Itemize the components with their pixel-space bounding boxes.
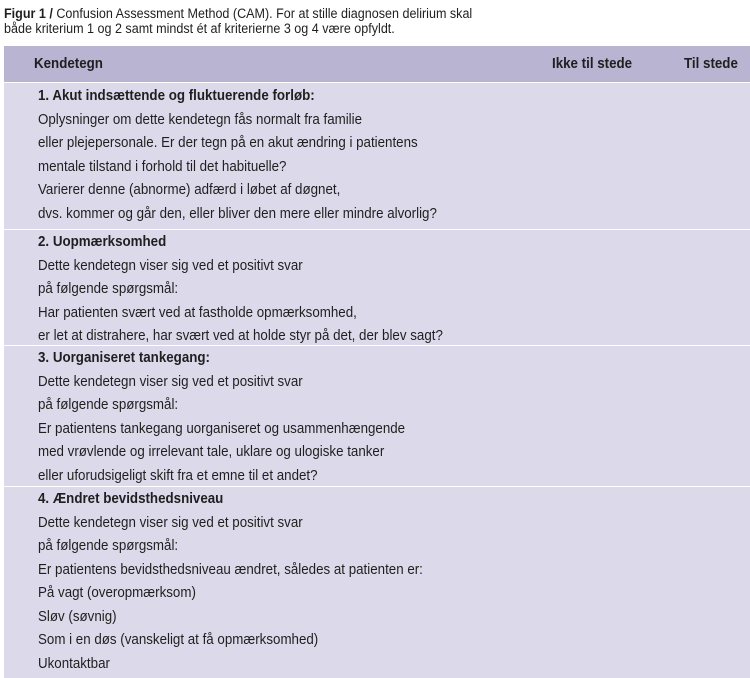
caption-text-2: både kriterium 1 og 2 samt mindst ét af kriterierne 3 og 4 være opfyldt. [4, 21, 395, 36]
section-line: på følgende spørgsmål: [38, 397, 179, 413]
section-title: 1. Akut indsættende og fluktuerende forløb: [38, 88, 315, 104]
section-line: Som i en døs (vanskeligt at få opmærksomhed) [38, 632, 319, 648]
figure-caption [4, 6, 692, 36]
section-title: 3. Uorganiseret tankegang: [38, 350, 210, 366]
section-line: er let at distrahere, har svært ved at holde styr på det, der blev sagt? [38, 328, 443, 344]
section-line: mentale tilstand i forhold til det habituelle? [38, 158, 287, 175]
section-criterion-3 [4, 345, 750, 486]
section-title: 4. Ændret bevidsthedsniveau [38, 491, 224, 507]
caption-line-1 [4, 6, 692, 21]
section-line: Varierer denne (abnorme) adfærd i løbet af døgnet, [38, 182, 341, 198]
figure-label: Figur 1 / [4, 6, 53, 21]
section-line: Dette kendetegn viser sig ved et positivt svar [38, 514, 303, 531]
section-line: På vagt (overopmærksom) [38, 585, 196, 601]
section-line: eller plejepersonale. Er der tegn på en akut ændring i patientens [38, 135, 418, 151]
section-line: Er patientens bevidsthedsniveau ændret, således at patienten er: [38, 561, 423, 578]
section-line: med vrøvlende og irrelevant tale, uklare og ulogiske tanker [38, 444, 385, 460]
section-line: Sløv (søvnig) [38, 608, 117, 625]
section-line: Ukontaktbar [38, 655, 110, 672]
header-kendetegn: Kendetegn [34, 56, 103, 72]
section-line: Dette kendetegn viser sig ved et positivt svar [38, 257, 303, 274]
table-header [4, 46, 750, 82]
section-line: dvs. kommer og går den, eller bliver den mere eller mindre alvorlig? [38, 205, 437, 222]
section-criterion-1 [4, 82, 750, 229]
section-line: Dette kendetegn viser sig ved et positivt svar [38, 373, 303, 390]
section-line: Oplysninger om dette kendetegn fås normalt fra familie [38, 111, 363, 128]
section-line: på følgende spørgsmål: [38, 538, 179, 554]
header-til-stede: Til stede [684, 56, 738, 72]
section-criterion-4 [4, 486, 750, 676]
header-ikke-til-stede: Ikke til stede [552, 56, 633, 72]
section-line: Er patientens tankegang uorganiseret og usammenhængende [38, 420, 406, 437]
section-line: eller uforudsigeligt skift fra et emne til et andet? [38, 467, 318, 484]
cam-table [4, 46, 750, 678]
caption-text-1: Confusion Assessment Method (CAM). For at stille diagnosen delirium skal [56, 6, 473, 21]
section-line: Har patienten svært ved at fastholde opmærksomhed, [38, 304, 357, 321]
section-line: på følgende spørgsmål: [38, 281, 179, 297]
section-criterion-2 [4, 229, 750, 345]
section-title: 2. Uopmærksomhed [38, 234, 167, 250]
